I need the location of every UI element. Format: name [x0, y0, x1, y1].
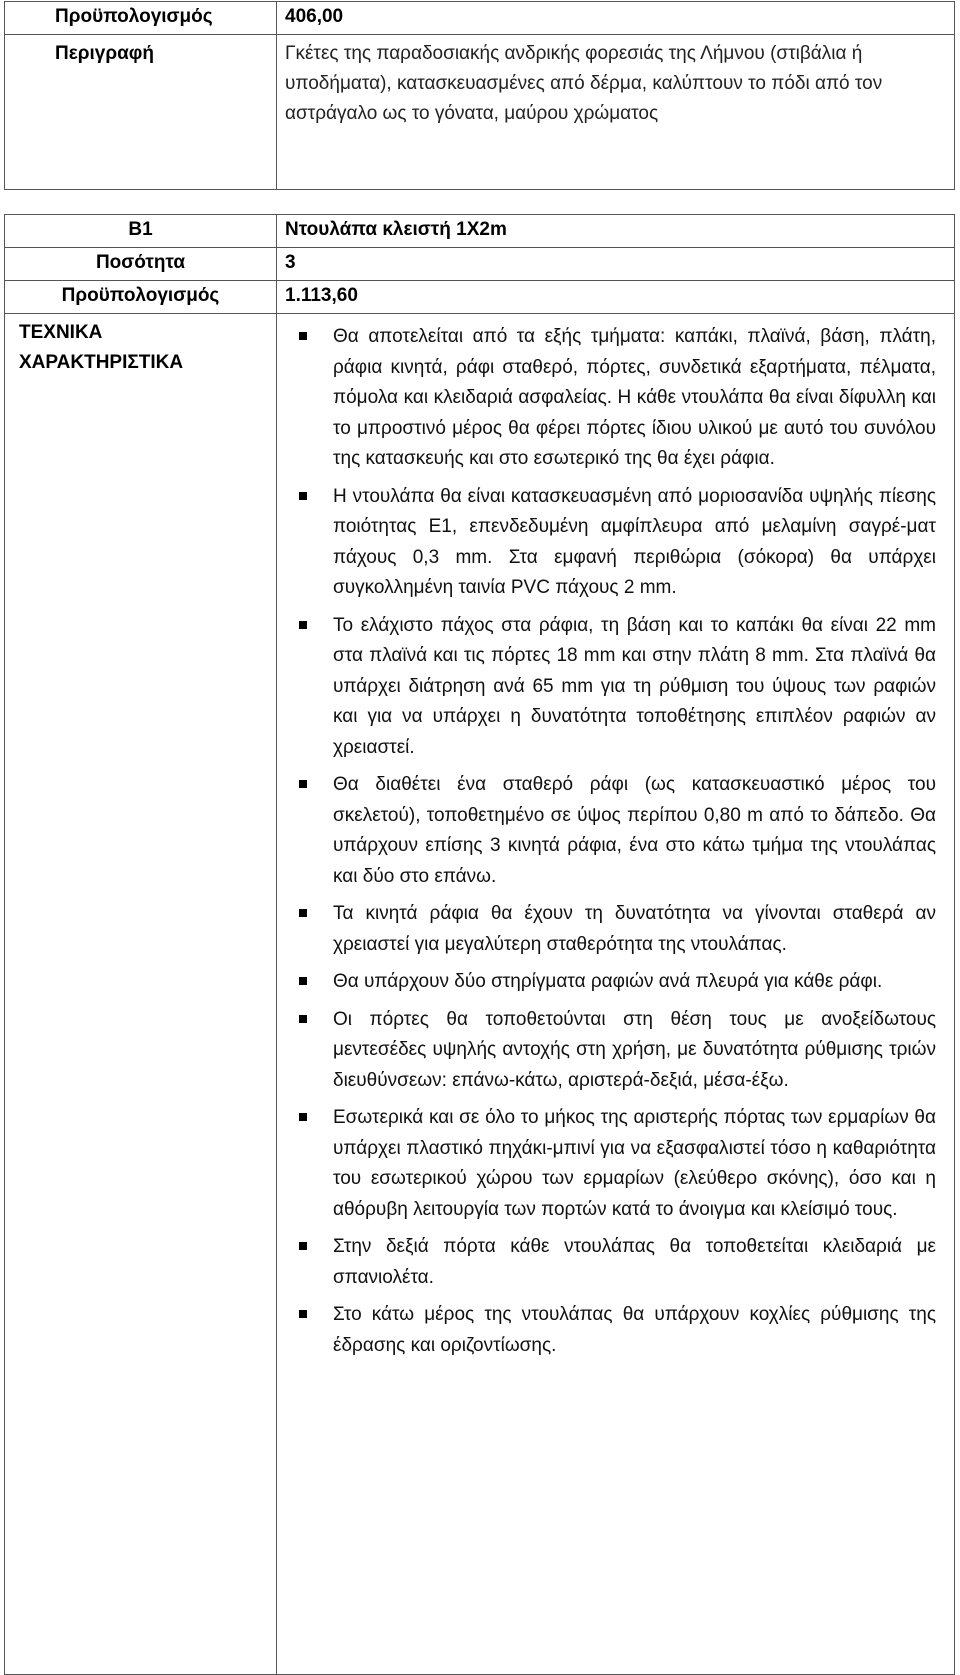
specs-label-text: ΤΕΧΝΙΚΑ ΧΑΡΑΚΤΗΡΙΣΤΙΚΑ: [19, 322, 184, 373]
spec-text: Η ντουλάπα θα είναι κατασκευασμένη από μοριοσανίδα υψηλής πίεσης ποιότητας Ε1, επενδεδυμένη αμφίπλευρα από μελαμίνη σαγρέ-ματ πάχους 0,3 mm. Στα εμφανή περιθώρια (σόκορα) θα υπάρχει συγκολλημένη ταινία PVC πάχους 2 mm.: [333, 485, 936, 598]
budget-value: 406,00: [277, 2, 955, 35]
spec-item: [299, 967, 936, 998]
square-bullet-icon: [299, 621, 307, 629]
spec-text: Οι πόρτες θα τοποθετούνται στη θέση τους με ανοξείδωτους μεντεσέδες υψηλής αντοχής στη χρήση, με δυνατότητα ρύθμισης τριών διευθύνσεων: επάνω-κάτω, αριστερά-δεξιά, μέσα-έξω.: [333, 1008, 936, 1091]
square-bullet-icon: [299, 1310, 307, 1318]
spec-item: [299, 322, 936, 475]
description-row: [5, 35, 955, 190]
specs-cell: [277, 314, 955, 1675]
quantity-value: 3: [277, 248, 955, 281]
square-bullet-icon: [299, 909, 307, 917]
square-bullet-icon: [299, 1113, 307, 1121]
quantity-row: [5, 248, 955, 281]
budget-row: [5, 2, 955, 35]
item-b-table: [4, 214, 955, 1675]
description-label: Περιγραφή: [5, 35, 277, 190]
square-bullet-icon: [299, 977, 307, 985]
spec-text: Θα υπάρχουν δύο στηρίγματα ραφιών ανά πλευρά για κάθε ράφι.: [333, 971, 883, 992]
specs-row: [5, 314, 955, 1675]
spec-item: [299, 1232, 936, 1293]
spec-item: [299, 611, 936, 764]
specs-label: [5, 314, 277, 1675]
spec-item: [299, 482, 936, 604]
specs-list: [277, 314, 954, 1378]
spec-text: Θα αποτελείται από τα εξής τμήματα: καπάκι, πλαϊνά, βάση, πλάτη, ράφια κινητά, ράφι σταθερό, πόρτες, συνδετικά εξαρτήματα, πέλματα, πόμολα και κλειδαριά ασφαλείας. Η κάθε ντουλάπα θα είναι δίφυλλη και το μπροστινό μέρος θα φέρει πόρτες ίδιου υλικού με αυτό του συνόλου της κατασκευής και στο εσωτερικό της θα έχει ράφια.: [333, 326, 936, 469]
budget-value: 1.113,60: [277, 281, 955, 314]
spec-text: Τα κινητά ράφια θα έχουν τη δυνατότητα να γίνονται σταθερά αν χρειαστεί για μεγαλύτερη σταθερότητα της ντουλάπας.: [333, 903, 936, 955]
item-title: Ντουλάπα κλειστή 1Χ2m: [277, 215, 955, 248]
item-header-row: [5, 215, 955, 248]
spec-item: [299, 899, 936, 960]
budget-label: Προϋπολογισμός: [5, 281, 277, 314]
square-bullet-icon: [299, 332, 307, 340]
square-bullet-icon: [299, 1015, 307, 1023]
spec-text: Εσωτερικά και σε όλο το μήκος της αριστερής πόρτας των ερμαρίων θα υπάρχει πλαστικό πηχάκι-μπινί για να εξασφαλιστεί τόσο η καθαριότητα του εσωτερικού χώρου των ερμαρίων (ελεύθερο σκόνης), όσο και η αθόρυβη λειτουργία των πορτών κατά το άνοιγμα και κλείσιμό τους.: [333, 1107, 936, 1220]
budget-label: Προϋπολογισμός: [5, 2, 277, 35]
spec-item: [299, 1103, 936, 1225]
description-text: Γκέτες της παραδοσιακής ανδρικής φορεσιάς της Λήμνου (στιβάλια ή υποδήματα), κατασκευασμένες από δέρμα, καλύπτουν το πόδι από τον αστράγαλο ως το γόνατα, μαύρου χρώματος: [277, 35, 955, 190]
square-bullet-icon: [299, 1242, 307, 1250]
item-code: B1: [5, 215, 277, 248]
spec-item: [299, 1300, 936, 1361]
quantity-label: Ποσότητα: [5, 248, 277, 281]
spec-text: Στο κάτω μέρος της ντουλάπας θα υπάρχουν κοχλίες ρύθμισης της έδρασης και οριζοντίωσης.: [333, 1304, 936, 1356]
spec-text: Το ελάχιστο πάχος στα ράφια, τη βάση και το καπάκι θα είναι 22 mm στα πλαϊνά και τις πόρτες 18 mm και στην πλάτη 8 mm. Στα πλαϊνά θα υπάρχει διάτρηση ανά 65 mm για τη ρύθμιση του ύψους των ραφιών και για να υπάρχει η δυνατότητα τοποθέτησης επιπλέον ραφιών αν χρειαστεί.: [333, 614, 936, 758]
spec-text: Θα διαθέτει ένα σταθερό ράφι (ως κατασκευαστικό μέρος του σκελετού), τοποθετημένο σε ύψος περίπου 0,80 m από το δάπεδο. Θα υπάρχουν επίσης 3 κινητά ράφια, ένα στο κάτω τμήμα της ντουλάπας και δύο στο επάνω.: [333, 774, 936, 887]
item-a-table: [4, 1, 955, 190]
spec-text: Στην δεξιά πόρτα κάθε ντουλάπας θα τοποθετείται κλειδαριά με σπανιολέτα.: [333, 1236, 936, 1288]
spec-item: [299, 770, 936, 892]
square-bullet-icon: [299, 780, 307, 788]
square-bullet-icon: [299, 492, 307, 500]
spec-item: [299, 1005, 936, 1097]
budget-row: [5, 281, 955, 314]
